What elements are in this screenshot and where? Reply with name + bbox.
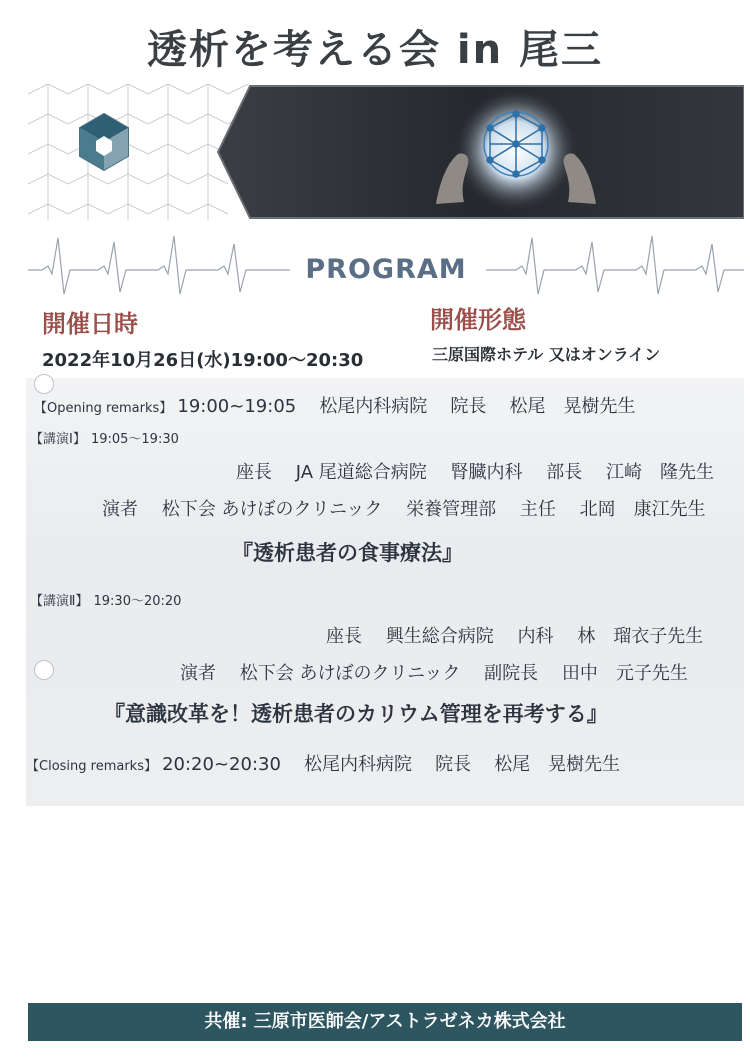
lecture2-chair-org: 興生総合病院 [385,626,494,647]
date-heading: 開催日時 [42,310,138,338]
lecture2-header [30,590,181,609]
lecture1-speaker-dept: 栄養管理部 [406,499,497,520]
opening-name: 松尾 晃樹先生 [509,396,636,417]
format-value: 三原国際ホテル 又はオンライン [432,345,661,364]
lecture1-chair-position: 部長 [546,462,583,483]
lecture2-speaker-role: 演者 [180,663,216,684]
header-banner [28,84,744,220]
program-header [28,228,744,300]
lecture1-title: 『透析患者の食事療法』 [232,541,463,565]
cosponsor-footer: 共催: 三原市医師会/アストラゼネカ株式会社 [28,1003,742,1041]
closing-name: 松尾 晃樹先生 [494,754,621,775]
program-label: PROGRAM [305,254,467,285]
closing-remarks-row [26,750,620,776]
lecture2-title: 『意識改革を！透析患者のカリウム管理を再考する』 [104,702,608,726]
lecture1-speaker-role: 演者 [102,499,138,520]
lecture1-time: 19:05～19:30 [90,432,179,447]
closing-tag: 【Closing remarks】 [26,759,157,774]
lecture1-chair-role: 座長 [236,462,272,483]
opening-tag: 【Opening remarks】 [34,401,173,416]
format-heading: 開催形態 [430,306,526,334]
lecture2-speaker [180,659,688,685]
lecture1-chair-dept: 腎臓内科 [450,462,523,483]
lecture1-speaker [102,495,706,521]
triangle-pattern [28,84,248,220]
hexagon-logo-icon [80,114,128,170]
punch-hole [34,374,54,394]
lecture1-tag: 【講演Ⅰ】 [30,432,86,447]
closing-time: 20:20~20:30 [162,754,281,775]
opening-remarks-row [34,392,636,418]
opening-position: 院長 [450,396,487,417]
lecture1-chair-name: 江崎 隆先生 [605,462,714,483]
date-value: 2022年10月26日(水)19:00～20:30 [42,350,364,371]
lecture2-speaker-org: 松下会 あけぼのクリニック [239,663,461,684]
closing-affiliation: 松尾内科病院 [304,754,412,775]
lecture2-chair-role: 座長 [326,626,362,647]
lecture1-chair [236,458,714,484]
opening-affiliation: 松尾内科病院 [319,396,428,417]
lecture2-chair-dept: 内科 [517,626,554,647]
lecture1-speaker-name: 北岡 康江先生 [579,499,706,520]
lecture1-speaker-org: 松下会 あけぼのクリニック [161,499,383,520]
lecture2-tag: 【講演Ⅱ】 [30,594,89,609]
lecture2-chair-name: 林 瑠衣子先生 [577,626,704,647]
punch-hole [34,660,54,680]
lecture2-time: 19:30～20:20 [93,594,182,609]
lecture2-speaker-name: 田中 元子先生 [561,663,688,684]
event-title: 透析を考える会 in 尾三 [146,27,604,73]
lecture1-speaker-position: 主任 [519,499,556,520]
closing-position: 院長 [435,754,472,775]
lecture1-header [30,428,179,447]
lecture2-chair [326,622,703,648]
network-sphere-icon [484,111,548,177]
lecture1-chair-org: JA 尾道総合病院 [295,462,427,483]
lecture2-speaker-position: 副院長 [484,663,539,684]
opening-time: 19:00~19:05 [177,396,297,417]
